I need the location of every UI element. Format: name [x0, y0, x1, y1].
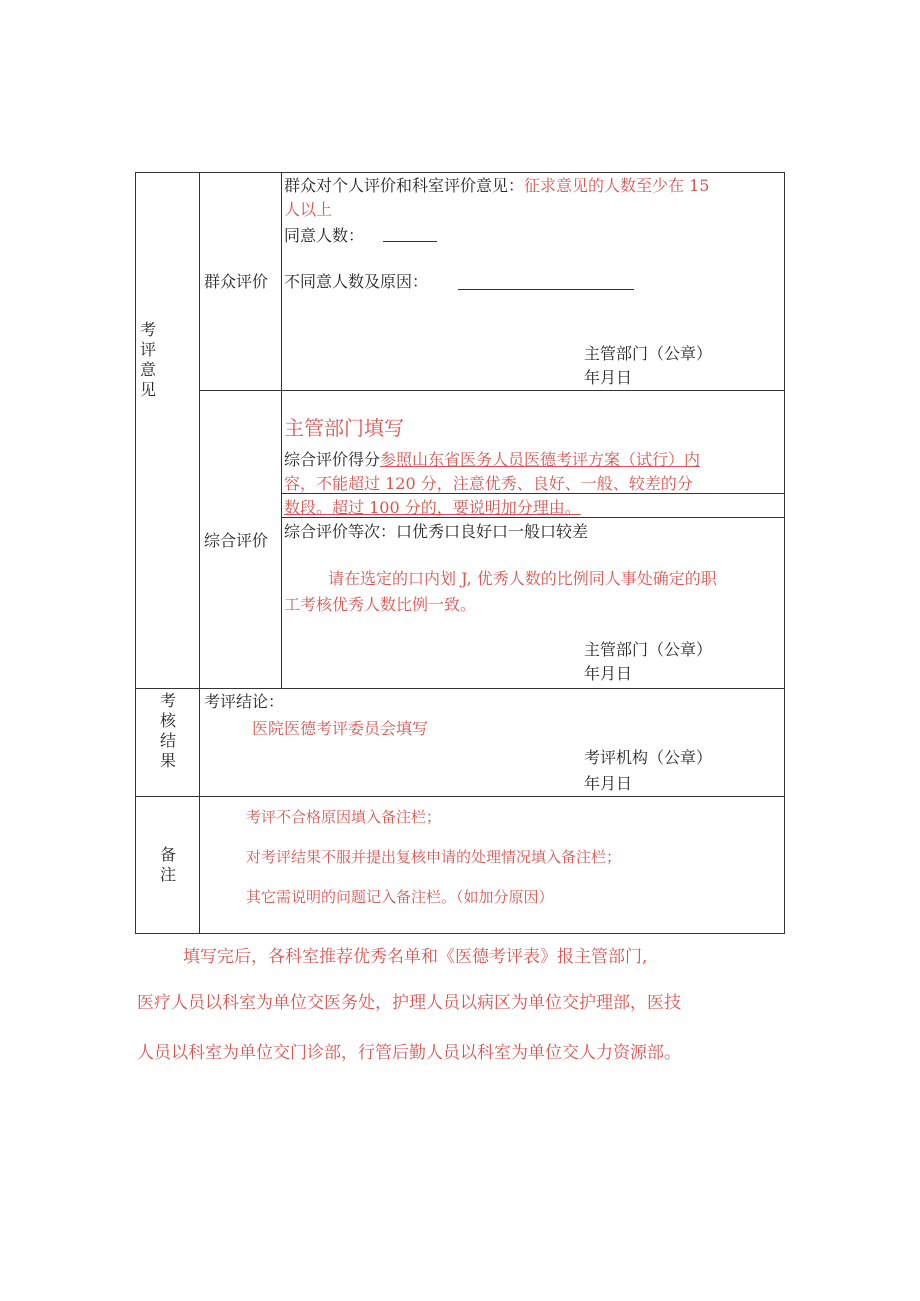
overall-eval-date: 年月日	[584, 664, 633, 683]
agree-count-row: 同意人数：	[284, 226, 365, 245]
overall-score-line1: 综合评价得分参照山东省医务人员医德考评方案（试行）内	[284, 450, 701, 469]
remark-item: 其它需说明的问题记入备注栏。（如加分原因）	[246, 888, 554, 906]
disagree-reason-field[interactable]	[458, 275, 634, 290]
agree-count-field[interactable]	[383, 227, 437, 242]
result-date: 年月日	[584, 774, 633, 793]
public-eval-stamp: 主管部门（公章）	[584, 344, 713, 363]
overall-score-line2: 容，不能超过 120 分，注意优秀、良好、一般、较差的分	[284, 474, 693, 493]
result-stamp: 考评机构（公章）	[584, 748, 713, 767]
result-conclusion-label: 考评结论：	[204, 692, 285, 711]
result-label: 考 核 结 果	[159, 691, 176, 770]
footer-line-1: 填写完后，各科室推荐优秀名单和《医德考评表》报主管部门,	[183, 947, 648, 967]
disagree-row: 不同意人数及原因：	[284, 272, 429, 291]
remark-item: 考评不合格原因填入备注栏；	[246, 808, 442, 826]
overall-grade-line: 综合评价等次：口优秀口良好口一般口较差	[284, 522, 589, 541]
overall-score-line3: 数段。超过 100 分的，要说明加分理由。	[284, 498, 581, 517]
public-eval-label: 群众评价	[204, 272, 269, 291]
footer-line-2: 医疗人员以科室为单位交医务处，护理人员以病区为单位交护理部，医技	[137, 993, 681, 1013]
result-fill-note: 医院医德考评委员会填写	[252, 719, 429, 738]
footer-line-3: 人员以科室为单位交门诊部，行管后勤人员以科室为单位交人力资源部。	[137, 1043, 681, 1063]
overall-note-line1: 请在选定的口内划 J, 优秀人数的比例同人事处确定的职	[328, 569, 717, 588]
overall-eval-label: 综合评价	[204, 531, 269, 550]
overall-eval-stamp: 主管部门（公章）	[584, 640, 713, 659]
eval-opinion-label: 考 评 意 见	[139, 320, 156, 399]
remark-item: 对考评结果不服并提出复核申请的处理情况填入备注栏；	[246, 848, 622, 866]
overall-note-line2: 工考核优秀人数比例一致。	[284, 595, 477, 614]
public-opinion-line2: 人以上	[284, 200, 333, 219]
public-opinion-line: 群众对个人评价和科室评价意见：征求意见的人数至少在 15	[284, 176, 710, 195]
remarks-label: 备 注	[159, 845, 176, 884]
overall-eval-heading: 主管部门填写	[284, 416, 404, 440]
public-eval-date: 年月日	[584, 368, 633, 387]
